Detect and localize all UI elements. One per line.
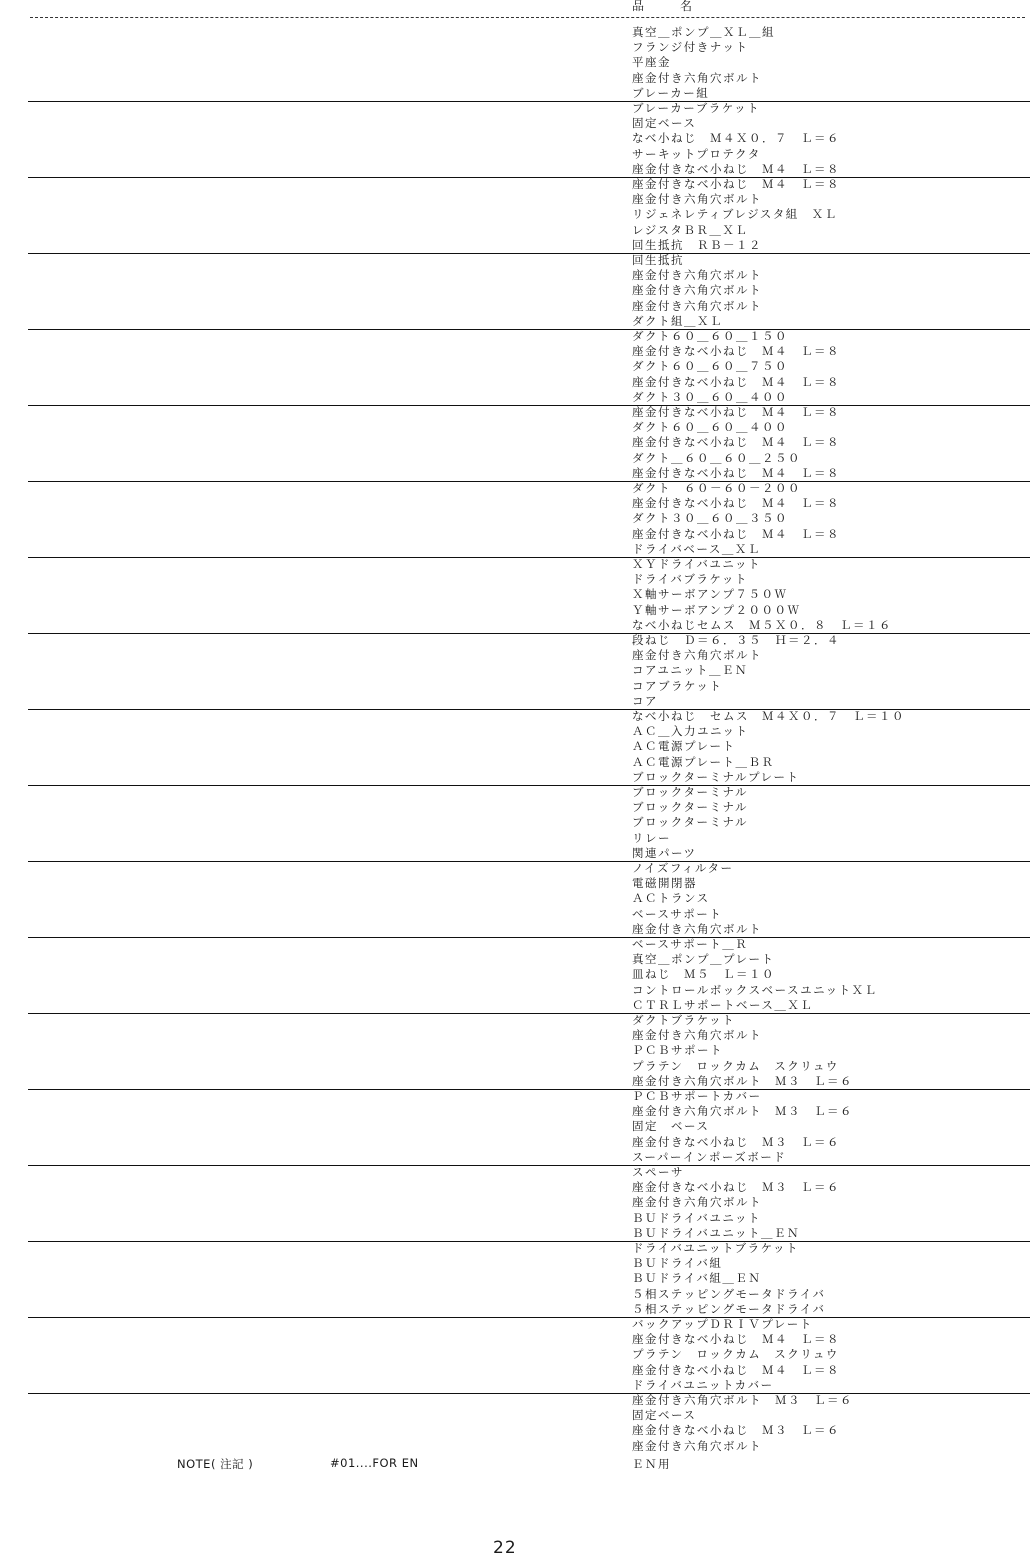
part-name-row: ダクト６０＿６０＿１５０ xyxy=(632,329,788,343)
part-name-row: ＢＵドライバユニット xyxy=(632,1210,761,1225)
part-name-row: 皿ねじ Ｍ５ Ｌ＝１０ xyxy=(632,967,775,982)
parts-group xyxy=(0,177,1030,253)
parts-group xyxy=(0,709,1030,785)
part-name-row: 座金付きなべ小ねじ Ｍ４ Ｌ＝８ xyxy=(632,1332,840,1347)
part-name-row: 座金付きなべ小ねじ Ｍ４ Ｌ＝８ xyxy=(632,374,840,389)
part-name-row: ＡＣトランス xyxy=(632,891,710,906)
part-name-row: 座金付き六角穴ボルト Ｍ３ Ｌ＝６ xyxy=(632,1104,853,1119)
part-name-row: コアブラケット xyxy=(632,678,723,693)
parts-list xyxy=(0,25,1030,1469)
parts-group-items xyxy=(632,1317,840,1393)
part-name-row: Ｘ軸サーボアンプ７５０Ｗ xyxy=(632,587,788,602)
part-name-row: ベースサポート xyxy=(632,906,723,921)
part-name-row: ＡＣ＿入力ユニット xyxy=(632,724,749,739)
part-name-row: ノイズフィルター xyxy=(632,861,734,875)
part-name-row: ＢＵドライバ組 xyxy=(632,1256,723,1271)
part-name-row: なべ小ねじセムス Ｍ５Ｘ０．８ Ｌ＝１６ xyxy=(632,617,892,632)
part-name-row: 真空＿ポンプ＿ＸＬ＿組 xyxy=(632,25,775,39)
parts-group-items xyxy=(632,405,840,481)
part-name-row: ドライバベース＿ＸＬ xyxy=(632,541,761,556)
parts-group-items xyxy=(632,557,892,633)
parts-group xyxy=(0,1013,1030,1089)
note-label: NOTE( 注記 ) xyxy=(177,1457,254,1471)
part-name-row: 座金付きなべ小ねじ Ｍ４ Ｌ＝８ xyxy=(632,405,840,419)
part-name-row: ダクトブラケット xyxy=(632,1013,736,1027)
part-name-row: 座金付きなべ小ねじ Ｍ４ Ｌ＝８ xyxy=(632,526,840,541)
part-name-row: ブロックターミナル xyxy=(632,815,748,830)
page-number: 22 xyxy=(493,1538,517,1558)
part-name-row: Ｙ軸サーボアンプ２０００Ｗ xyxy=(632,602,801,617)
header-dashed-rule xyxy=(30,17,1025,18)
part-name-row: 座金付き六角穴ボルト Ｍ３ Ｌ＝６ xyxy=(632,1073,853,1088)
parts-group-items xyxy=(632,101,840,177)
part-name-row: ダクト組＿ＸＬ xyxy=(632,313,723,328)
parts-group xyxy=(0,1393,1030,1469)
part-name-row: 真空＿ポンプ＿プレート xyxy=(632,952,775,967)
parts-group xyxy=(0,481,1030,557)
part-name-row: コントロールボックスベースユニットＸＬ xyxy=(632,982,878,997)
part-name-row: 座金付きなべ小ねじ Ｍ４ Ｌ＝８ xyxy=(632,465,840,480)
note-code: #01....FOR EN xyxy=(330,1456,419,1470)
parts-group-items xyxy=(632,329,840,405)
parts-group-items xyxy=(632,1165,840,1241)
part-name-row: 座金付き六角穴ボルト Ｍ３ Ｌ＝６ xyxy=(632,1393,853,1407)
part-name-row: 回生抵抗 ＲＢ－１２ xyxy=(632,237,762,252)
part-name-row: リジェネレティブレジスタ組 ＸＬ xyxy=(632,207,838,222)
part-name-row: バックアップＤＲＩＶプレート xyxy=(632,1317,813,1331)
part-name-row: 座金付き六角穴ボルト xyxy=(632,192,762,207)
part-name-row: ベースサポート＿Ｒ xyxy=(632,937,749,951)
part-name-row: 座金付き六角穴ボルト xyxy=(632,1028,762,1043)
parts-group-items xyxy=(632,253,762,329)
parts-group-items xyxy=(632,481,840,557)
part-name-row: ＡＣ電源プレート xyxy=(632,739,736,754)
parts-group xyxy=(0,25,1030,101)
part-name-row: 座金付きなべ小ねじ Ｍ４ Ｌ＝８ xyxy=(632,435,840,450)
part-name-row: ＣＴＲＬサポートベース＿ＸＬ xyxy=(632,997,814,1012)
part-name-row: ブロックターミナル xyxy=(632,800,748,815)
part-name-row: ブロックターミナル xyxy=(632,785,748,799)
part-name-row: なべ小ねじ セムス Ｍ４Ｘ０．７ Ｌ＝１０ xyxy=(632,709,905,723)
part-name-row: コア xyxy=(632,693,658,708)
parts-group xyxy=(0,1317,1030,1393)
part-name-row: 座金付き六角穴ボルト xyxy=(632,921,762,936)
part-name-row: 座金付き六角穴ボルト xyxy=(632,1195,762,1210)
part-name-row: 電磁開閉器 xyxy=(632,876,697,891)
part-name-row: ＢＵドライバユニット＿ＥＮ xyxy=(632,1225,800,1240)
part-name-row: ダクト＿６０＿６０＿２５０ xyxy=(632,450,801,465)
part-name-row: ＢＵドライバ組＿ＥＮ xyxy=(632,1271,762,1286)
parts-group xyxy=(0,633,1030,709)
part-name-row: 座金付きなべ小ねじ Ｍ４ Ｌ＝８ xyxy=(632,161,840,176)
part-name-row: サーキットプロテクタ xyxy=(632,146,761,161)
parts-group xyxy=(0,861,1030,937)
part-name-row: 座金付きなべ小ねじ Ｍ４ Ｌ＝８ xyxy=(632,344,840,359)
part-name-row: ドライバユニットカバー xyxy=(632,1377,774,1392)
parts-group-items xyxy=(632,25,775,101)
note-meaning: ＥＮ用 xyxy=(632,1457,671,1471)
parts-group-items xyxy=(632,633,840,709)
part-name-row: なべ小ねじ Ｍ４Ｘ０．７ Ｌ＝６ xyxy=(632,131,840,146)
parts-group xyxy=(0,1241,1030,1317)
parts-group xyxy=(0,101,1030,177)
part-name-row: ドライバブラケット xyxy=(632,572,748,587)
part-name-row: 固定ベース xyxy=(632,116,697,131)
parts-group-items xyxy=(632,1013,853,1089)
part-name-row: 座金付き六角穴ボルト xyxy=(632,1438,762,1453)
part-name-row: 座金付きなべ小ねじ Ｍ３ Ｌ＝６ xyxy=(632,1134,840,1149)
part-name-row: ＡＣ電源プレート＿ＢＲ xyxy=(632,754,775,769)
part-name-row: フランジ付きナット xyxy=(632,40,749,55)
part-name-row: ダクト３０＿６０＿４００ xyxy=(632,389,788,404)
parts-group-items xyxy=(632,937,878,1013)
part-name-row: ５相ステッピングモータドライバ xyxy=(632,1301,826,1316)
column-header-part-name: 品 名 xyxy=(632,0,705,13)
part-name-row: リレー xyxy=(632,830,671,845)
part-name-row: 回生抵抗 xyxy=(632,253,684,267)
parts-group-items xyxy=(632,1089,853,1165)
part-name-row: 座金付き六角穴ボルト xyxy=(632,268,762,283)
part-name-row: ドライバユニットブラケット xyxy=(632,1241,800,1255)
part-name-row: ５相ステッピングモータドライバ xyxy=(632,1286,826,1301)
part-name-row: 段ねじ Ｄ＝６．３５ Ｈ＝２．４ xyxy=(632,633,840,647)
parts-group xyxy=(0,937,1030,1013)
part-name-row: スペーサ xyxy=(632,1165,684,1179)
part-name-row: 座金付き六角穴ボルト xyxy=(632,298,762,313)
part-name-row: ブロックターミナルプレート xyxy=(632,769,800,784)
part-name-row: ＸＹドライバユニット xyxy=(632,557,761,571)
parts-group xyxy=(0,253,1030,329)
parts-group xyxy=(0,1089,1030,1165)
part-name-row: ダクト６０＿６０＿７５０ xyxy=(632,359,788,374)
part-name-row: 座金付き六角穴ボルト xyxy=(632,283,762,298)
parts-group xyxy=(0,557,1030,633)
part-name-row: 固定 ベース xyxy=(632,1119,710,1134)
part-name-row: ブレーカー組 xyxy=(632,85,710,100)
part-name-row: 座金付きなべ小ねじ Ｍ４ Ｌ＝８ xyxy=(632,177,840,191)
part-name-row: プラテン ロックカム スクリュウ xyxy=(632,1347,839,1362)
part-name-row: 座金付きなべ小ねじ Ｍ４ Ｌ＝８ xyxy=(632,1362,840,1377)
part-name-row: 座金付きなべ小ねじ Ｍ３ Ｌ＝６ xyxy=(632,1423,840,1438)
part-name-row: ダクト ６０－６０－２００ xyxy=(632,481,801,495)
parts-group-items xyxy=(632,177,840,253)
parts-group-items xyxy=(632,861,762,937)
part-name-row: 座金付き六角穴ボルト xyxy=(632,70,762,85)
part-name-row: レジスタＢＲ＿ＸＬ xyxy=(632,222,749,237)
part-name-row: ダクト３０＿６０＿３５０ xyxy=(632,511,788,526)
parts-group-items xyxy=(632,785,748,861)
part-name-row: 平座金 xyxy=(632,55,671,70)
parts-group xyxy=(0,329,1030,405)
part-name-row: スーパーインポーズボード xyxy=(632,1149,787,1164)
part-name-row: ダクト６０＿６０＿４００ xyxy=(632,420,788,435)
parts-group xyxy=(0,785,1030,861)
parts-group xyxy=(0,405,1030,481)
part-name-row: 関連パーツ xyxy=(632,845,697,860)
parts-group-items xyxy=(632,709,905,785)
part-name-row: 座金付き六角穴ボルト xyxy=(632,648,762,663)
part-name-row: 座金付きなべ小ねじ Ｍ３ Ｌ＝６ xyxy=(632,1180,840,1195)
part-name-row: 固定ベース xyxy=(632,1408,697,1423)
part-name-row: ＰＣＢサポートカバー xyxy=(632,1089,762,1103)
parts-group-items xyxy=(632,1241,826,1317)
part-name-row: ＰＣＢサポート xyxy=(632,1043,723,1058)
part-name-row: ブレーカーブラケット xyxy=(632,101,761,115)
part-name-row: 座金付きなべ小ねじ Ｍ４ Ｌ＝８ xyxy=(632,496,840,511)
parts-group-items xyxy=(632,1393,853,1454)
part-name-row: コアユニット＿ＥＮ xyxy=(632,663,748,678)
parts-group xyxy=(0,1165,1030,1241)
part-name-row: プラテン ロックカム スクリュウ xyxy=(632,1058,839,1073)
